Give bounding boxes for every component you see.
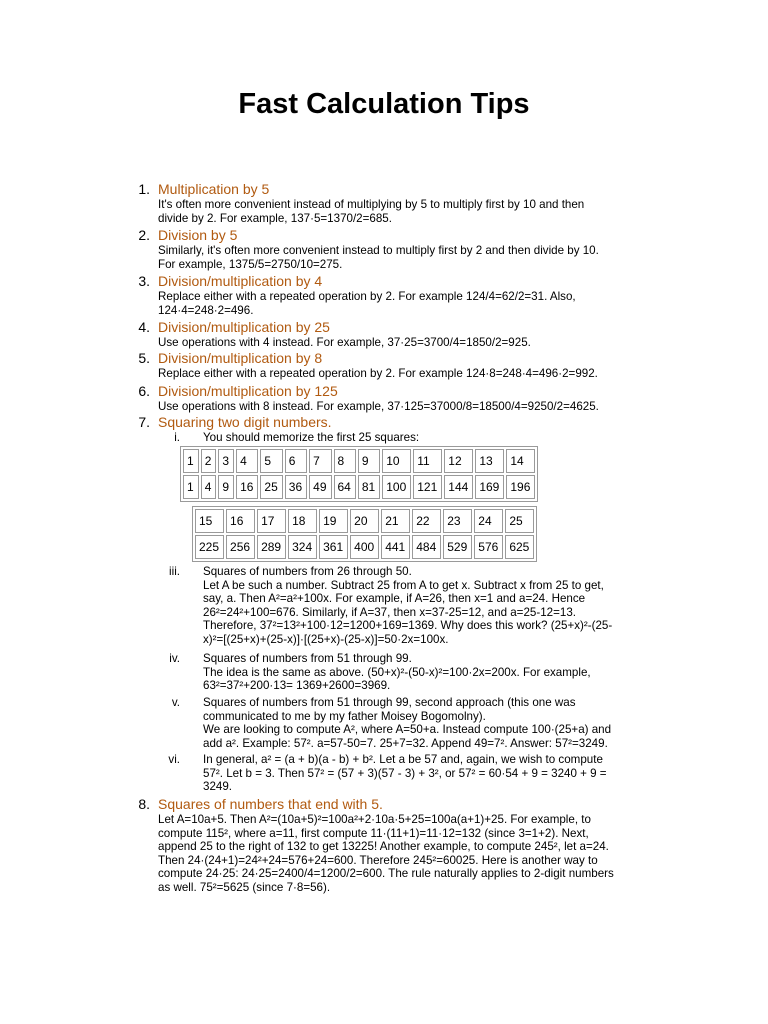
tip-body-line: Use operations with 8 instead. For example, 37·125=37000/8=18500/4=9250/2=4625.: [158, 400, 599, 413]
tip-number: 2.: [138, 227, 150, 243]
tip-number: 3.: [138, 273, 150, 289]
tip-body: [158, 400, 638, 414]
table-cell: 81: [358, 475, 380, 499]
tip-heading: Division/multiplication by 8: [158, 350, 323, 366]
tip-number: 4.: [138, 319, 150, 335]
table-cell: 49: [309, 475, 331, 499]
table-row: [183, 475, 535, 499]
subitem-text: [203, 696, 648, 750]
tip-body-line: It's often more convenient instead of multiplying by 5 to multiply first by 10 and then: [158, 198, 585, 211]
table-cell: 225: [195, 535, 224, 559]
tip-body: [158, 367, 638, 381]
table-cell: 100: [382, 475, 411, 499]
tip-body: [158, 244, 638, 271]
table-cell: 6: [285, 449, 307, 473]
table-cell: 14: [506, 449, 535, 473]
subitem-line: We are looking to compute A², where A=50+a. Instead compute 100·(25+a) and: [203, 723, 612, 736]
tip-number: 7.: [138, 414, 150, 430]
table-cell: 324: [288, 535, 317, 559]
table-cell: 9: [358, 449, 380, 473]
roman-numeral: v.: [171, 696, 180, 709]
table-cell: 2: [201, 449, 217, 473]
table-cell: 289: [257, 535, 286, 559]
tip-body-line: compute 24·25: 24·25=2400/4=1200/2=600. The rule naturally applies to 2-digit numbers: [158, 867, 614, 880]
table-cell: 15: [195, 509, 224, 533]
tip-heading: Squaring two digit numbers.: [158, 414, 332, 430]
subitem-text: [203, 431, 648, 445]
subitem-line: Let A be such a number. Subtract 25 from A to get x. Subtract x from 25 to get,: [203, 578, 604, 592]
table-cell: 11: [413, 449, 442, 473]
table-cell: 24: [474, 509, 503, 533]
roman-numeral: vi.: [168, 753, 180, 766]
subitem-line: 3249.: [203, 780, 233, 793]
table-cell: 441: [381, 535, 410, 559]
subitem-line: 57². Let b = 3. Then 57² = (57 + 3)(57 - 3) + 3², or 57² = 60·54 + 9 = 3240 + 9 =: [203, 766, 607, 780]
roman-numeral: iv.: [169, 652, 180, 665]
table-cell: 4: [236, 449, 258, 473]
roman-numeral: iii.: [169, 565, 180, 578]
tip-body-line: compute 115², where a=11, first compute 11·(11+1)=11·12=132 (since 3=1+2). Next,: [158, 826, 589, 840]
subitem-text: [203, 652, 648, 693]
tip-number: 8.: [138, 796, 150, 812]
table-cell: 169: [475, 475, 504, 499]
subitem-line: Squares of numbers from 26 through 50.: [203, 565, 412, 578]
subitem-line: In general, a² = (a + b)(a - b) + b². Let a be 57 and, again, we wish to compute: [203, 753, 603, 766]
subitem-line: Squares of numbers from 51 through 99.: [203, 652, 412, 665]
tip-body-line: Then 24·(24+1)=24²+24=576+24=600. Therefore 245²=60025. Here is another way to: [158, 853, 598, 867]
table-cell: 19: [319, 509, 348, 533]
table-cell: 144: [444, 475, 473, 499]
table-cell: 17: [257, 509, 286, 533]
table-cell: 256: [226, 535, 255, 559]
table-cell: 625: [505, 535, 534, 559]
page-title: Fast Calculation Tips: [238, 88, 530, 120]
tip-body-line: 124·4=248·2=496.: [158, 303, 254, 317]
table-cell: 7: [309, 449, 331, 473]
subitem-line: Squares of numbers from 51 through 99, second approach (this one was: [203, 696, 576, 709]
subitem-line: Therefore, 37²=13²+100·12=1200+169=1369. Why does this work? (25+x)²-(25-: [203, 619, 613, 632]
table-cell: 25: [260, 475, 282, 499]
table-cell: 1: [183, 449, 199, 473]
tip-body-line: append 25 to the right of 132 to get 13225! Another example, to compute 245², let a=24.: [158, 840, 609, 853]
table-cell: 25: [505, 509, 534, 533]
table-cell: 484: [412, 535, 441, 559]
table-cell: 36: [285, 475, 307, 499]
table-row: [195, 535, 534, 559]
table-cell: 22: [412, 509, 441, 533]
table-cell: 3: [218, 449, 234, 473]
table-cell: 10: [382, 449, 411, 473]
subitem-line: x)²=[(25+x)+(25-x)]·[(25+x)-(25-x)]=50·2x=100x.: [203, 632, 449, 646]
tip-body-line: For example, 1375/5=2750/10=275.: [158, 257, 343, 271]
tip-body-line: Similarly, it's often more convenient instead to multiply first by 2 and then divide by 10.: [158, 244, 599, 257]
subitem-line: You should memorize the first 25 squares:: [203, 431, 420, 444]
table-cell: 1: [183, 475, 199, 499]
table-cell: 4: [201, 475, 217, 499]
table-cell: 400: [350, 535, 379, 559]
subitem-line: 26²=24²+100=676. Similarly, if A=37, then x=37-25=12, and a=25-12=13.: [203, 605, 576, 619]
table-cell: 23: [443, 509, 472, 533]
tip-body: [158, 813, 658, 894]
tip-heading: Division/multiplication by 4: [158, 273, 323, 289]
subitem-line: The idea is the same as above. (50+x)²-(50-x)²=100·2x=200x. For example,: [203, 665, 591, 679]
tip-heading: Multiplication by 5: [158, 181, 270, 197]
subitem-line: say, a. Then A²=a²+100x. For example, if A=26, then x=1 and a=24. Hence: [203, 592, 586, 605]
table-cell: 8: [334, 449, 356, 473]
tip-number: 1.: [138, 181, 150, 197]
table-row: [195, 509, 534, 533]
tip-heading: Division by 5: [158, 227, 238, 243]
tip-body: [158, 290, 638, 317]
tip-body-line: Replace either with a repeated operation by 2. For example 124/4=62/2=31. Also,: [158, 290, 576, 303]
tip-heading: Squares of numbers that end with 5.: [158, 796, 383, 812]
table-cell: 361: [319, 535, 348, 559]
table-cell: 5: [260, 449, 282, 473]
table-cell: 64: [334, 475, 356, 499]
tip-body-line: as well. 75²=5625 (since 7·8=56).: [158, 880, 331, 894]
tip-body-line: Replace either with a repeated operation by 2. For example 124·8=248·4=496·2=992.: [158, 367, 598, 380]
tip-body-line: Use operations with 4 instead. For example, 37·25=3700/4=1850/2=925.: [158, 336, 531, 349]
subitem-line: 63²=37²+200·13= 1369+2600=3969.: [203, 679, 391, 692]
squares-table-15-25: [192, 506, 537, 562]
table-cell: 20: [350, 509, 379, 533]
table-cell: 16: [226, 509, 255, 533]
tip-heading: Division/multiplication by 125: [158, 383, 338, 399]
table-cell: 576: [474, 535, 503, 559]
subitem-line: communicated to me by my father Moisey Bogomolny).: [203, 709, 486, 723]
table-cell: 196: [506, 475, 535, 499]
table-cell: 121: [413, 475, 442, 499]
table-cell: 9: [218, 475, 234, 499]
tip-number: 6.: [138, 383, 150, 399]
tip-body: [158, 336, 638, 350]
tip-body-line: Let A=10a+5. Then A²=(10a+5)²=100a²+2·10a·5+25=100a(a+1)+25. For example, to: [158, 813, 591, 826]
tip-body: [158, 198, 638, 225]
tip-body-line: divide by 2. For example, 137·5=1370/2=685.: [158, 211, 392, 225]
table-cell: 12: [444, 449, 473, 473]
table-cell: 16: [236, 475, 258, 499]
roman-numeral: i.: [174, 431, 180, 444]
table-cell: 18: [288, 509, 317, 533]
table-row: [183, 449, 535, 473]
tip-heading: Division/multiplication by 25: [158, 319, 330, 335]
table-cell: 13: [475, 449, 504, 473]
table-cell: 529: [443, 535, 472, 559]
subitem-line: add a². Example: 57². a=57-50=7. 25+7=32. Append 49=7². Answer: 57²=3249.: [203, 736, 608, 750]
table-cell: 21: [381, 509, 410, 533]
subitem-text: [203, 565, 648, 646]
tip-number: 5.: [138, 350, 150, 366]
subitem-text: [203, 753, 648, 794]
squares-table-1-14: [180, 446, 538, 502]
